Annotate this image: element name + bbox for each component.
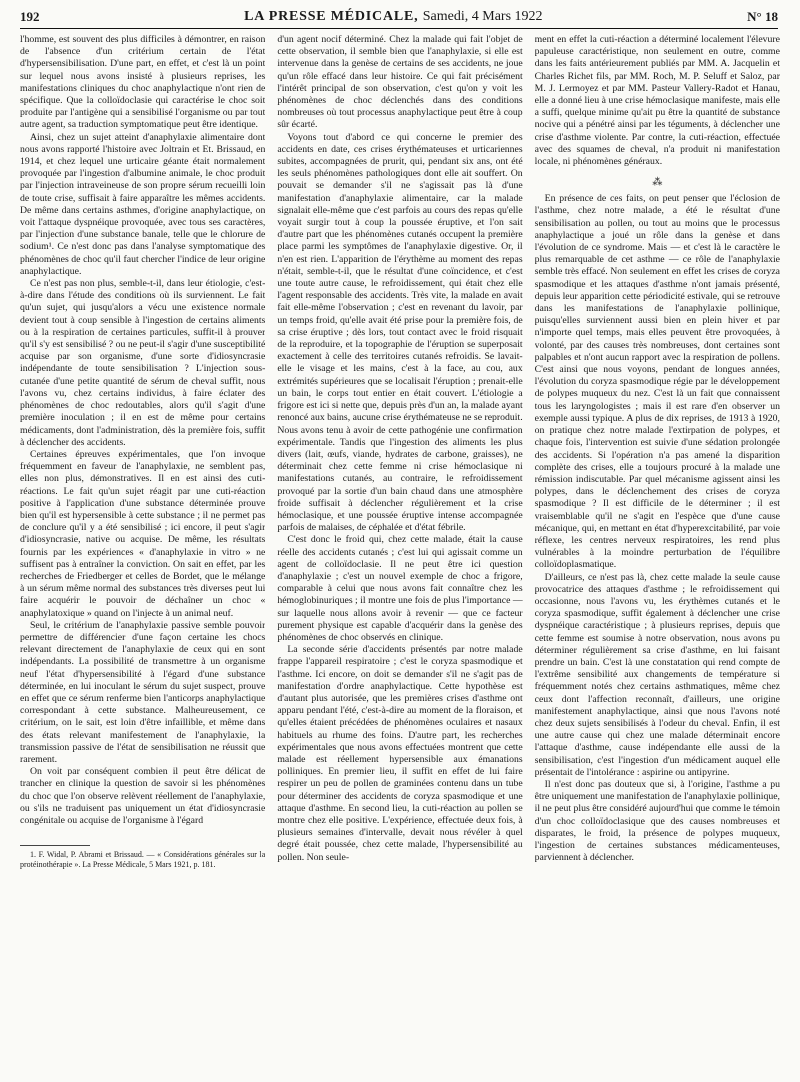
journal-name: LA PRESSE MÉDICALE, <box>244 9 419 24</box>
section-asterism: ⁂ <box>652 177 663 189</box>
page-header <box>20 6 778 29</box>
running-head <box>244 9 542 25</box>
paragraph: Certaines épreuves expérimentales, que l'on invoque fréquemment en faveur de l'anaphylaxie, ne semblent pas, elles non plus, démonstratives. Il en est ainsi des cuti-réactions. Le fait qu'un sujet réagit par une cuti-réaction positive à l'application d'une substance déterminée prouve bien qu'il est hypersensible à cette substance ; il ne permet pas de conclure qu'il y a été sensibilisé ; ici encore, il peut s'agir d'idiosyncrasie, native ou acquise. De même, les résultats fournis par les expériences « d'anaphylaxie in vitro » ne suffisent pas à entraîner la conviction. On sait en effet, par les recherches de Friedberger et celles de Bordet, que le mélange à un sérum même normal des substances très diverses peut lui faire acquérir le pouvoir de déchaîner un choc « anaphylatoxique » quand on l'injecte à un animal neuf. <box>20 448 266 619</box>
paragraph: C'est donc le froid qui, chez cette malade, était la cause réelle des accidents cutanés ; c'est lui qui agissait comme un agent de colloïdoclasie. Il ne peut être ici question d'anaphylaxie ; c'est un nouvel exemple de choc a frigore, comparable à celui que nous avons fait connaître chez les hémoglobinuriques ; il montre une fois de plus l'importance — sur laquelle nous allons avoir à revenir — que ce facteur purement physique est capable d'acquérir dans la genèse des phénomènes de choc observés en clinique. <box>277 534 523 643</box>
paragraph: Voyons tout d'abord ce qui concerne le premier des accidents en date, ces crises érythémateuses et urticariennes subites, accompagnées de prurit, qui, pendant six ans, ont été les seuls phénomènes pathologiques dont elle ait souffert. On pouvait se demander s'il ne s'agissait pas là d'une manifestation d'anaphylaxie alimentaire, car la malade signalait elle-même que c'est parfois au cours des repas qu'elle voyait surgir tout à coup la poussée éruptive, et l'on sait d'autre part que les phénomènes cutanés occupent la première place parmi les symptômes de l'anaphylaxie digestive. Or, il n'en est rien. L'apparition de l'érythème au moment des repas n'était, semble-t-il, que le résultat d'une coïncidence, et c'est une toute autre cause, le refroidissement, qui était chez elle l'agent responsable des accidents. Très vite, la malade en avait fait elle-même l'observation ; c'est en revenant du lavoir, par un temps froid, qu'elle avait été prise pour la première fois, de sa crise éruptive ; dès lors, tout contact avec le froid risquait de la reproduire, et la topographie de l'éruption se superposait exactement à celle des territoires cutanés refroidis. Se lavait-elle le visage et les mains, c'est à la face, au cou, aux extrémités supérieures que se localisait l'éruption ; prenait-elle un bain, le corps tout entier en était couvert. L'étiologie a frigore est ici si nette que, depuis près d'un an, la malade ayant renoncé aux bains, aucune crise érythémateuse ne se reproduit. Nous avons tenu à avoir de cette pathogénie une confirmation expérimentale. Tandis que l'ingestion des aliments les plus divers (lait, œufs, viande, hydrates de carbone, graisses), ne déterminait chez cette femme ni crise hémoclasique ni manifestations cutanés, au contraire, le refroidissement provoqué par la sortie d'un bain chaud dans une atmosphère froide suffisait à déclencher régulièrement et la crise hémoclasique, et une poussée éruptive intense accompagnée parfois de malaises, de céphalée et d'état fébrile. <box>277 131 523 534</box>
paragraph: On voit par conséquent combien il peut être délicat de trancher en clinique la question de savoir si les phénomènes du choc que l'on observe relèvent réellement de l'anaphylaxie, ou s'ils ne traduisent pas uniquement un état d'idiosyncrasie congénitale ou acquise de l'organisme à l'égard <box>20 766 266 826</box>
paragraph: ment en effet la cuti-réaction a déterminé localement l'élevure papuleuse caractéristique, non seulement en outre, comme dans les faits antérieurement publiés par MM. A. Jacquelin et Charles Richet fils, par MM. Roch, M. P. Seluff et Saloz, par M. J. Lermoyez et par MM. Pasteur Vallery-Radot et Hanau, elle a donné lieu à une crise hémoclasique manifeste, mais elle a suffi, quelque minime qu'ait pu être la quantité de substance nocive qui a pénétré ainsi par les téguments, à déclencher une crise d'asthme violente. Par contre, la cuti-réaction, effectuée avec des squames de cheval, n'a produit ni manifestation locale, ni phénomènes généraux. <box>534 34 780 168</box>
paragraph: Ce n'est pas non plus, semble-t-il, dans leur étiologie, c'est-à-dire dans l'étude des conditions où ils surviennent. Le fait qu'un sujet, qui jusqu'alors a vécu une existence normale devient tout à coup sensible à l'ingestion de certains aliments ou à la respiration de certaines particules, suffit-il à prouver qu'il s'y est sensibilisé ? ou ne peut-il s'agir d'une susceptibilité acquise par son organisme, d'une sorte d'idiosyncrasie indépendante de toute sensibilisation ? L'injection sous-cutanée d'une petite quantité de sérum de cheval suffit, nous l'avons vu, chez certains individus, à faire éclater des phénomènes de choc redoutables, alors qu'il s'agit d'une première inoculation ; il en est de même pour certains médicaments, dont l'administration, dès la première fois, suffit à déclencher des accidents. <box>20 278 266 448</box>
footnote-divider <box>20 845 90 846</box>
paragraph: En présence de ces faits, on peut penser que l'éclosion de l'asthme, chez notre malade, a été le résultat d'une sensibilisation au pollen, ou tout au moins que le processus anaphylactique a joué un rôle dans la genèse et dans l'évolution de ce syndrome. Mais — et c'est là le caractère le plus remarquable de cet asthme — ce rôle de l'anaphylaxie semble très effacé. Non seulement en effet les crises de coryza spasmodique et les attaques d'asthme n'ont jamais présenté, depuis leur apparition cette périodicité estivale, qui se retrouve dans les manifestations de l'anaphylaxie pollinique, puisqu'elles surviennent aussi bien en plein hiver et par n'importe quel temps, mais elles peuvent être provoquées, à volonté, par des causes très nombreuses, dont certaines sont palpables et n'ont aucun rapport avec la respiration de pollens. C'est ainsi que nous voyons, pendant de longues années, l'évolution du coryza spasmodique régie par le développement de polypes muqueux du nez. C'est là un fait que connaissent tous les laryngologistes ; mais il est rare d'en observer un exemple aussi typique. A plus de dix reprises, de 1913 à 1920, on pratique chez notre malade l'extirpation de polypes, et chaque fois, l'intervention est suivie d'une sédation prolongée des accidents. Si l'opération n'a pas amené la disparition complète des crises, elle a toujours procuré à la malade une rémission indiscutable. Par quel mécanisme agissent ainsi les polypes, dans le déclenchement des crises de coryza spasmodique ? Il est difficile de le déterminer ; il est vraisemblable qu'il ne s'agit en l'espèce que d'une cause mécanique, qui, en mettant en état d'hyperexcitabilité, par voie réflexe, les centres nerveux respiratoires, les rend plus vulnérables à la moindre perturbation de l'équilibre colloïdoplasmatique. <box>534 193 780 571</box>
issue-number: N° 18 <box>747 9 778 24</box>
column-2 <box>277 34 522 1076</box>
column-1 <box>20 34 265 1076</box>
paragraph: l'homme, est souvent des plus difficiles à démontrer, en raison de l'absence d'un critérium certain de l'état d'hypersensibilisation. D'une part, en effet, et c'est là un point sur lequel nous avons insisté à plusieurs reprises, les manifestations cliniques du choc anaphylactique n'ont rien de spécifique. Que la colloïdoclasie qui caractérise le choc soit produite par l'antigène qui a sensibilisé l'organisme ou par tout autre agent, sa traduction symptomatique peut être identique. <box>20 34 266 131</box>
paragraph: D'ailleurs, ce n'est pas là, chez cette malade la seule cause provocatrice des attaques d'asthme ; le refroidissement qui occasionne, nous l'avons vu, les érythèmes cutanés et le coryza spasmodique, suffit également à déclencher une crise dyspnéique caractéristique ; à plusieurs reprises, depuis que cette femme est soumise à notre observation, nous avons pu déterminer régulièrement sa crise d'asthme, en lui faisant prendre un bain. C'est là une constatation qui rend compte de l'extrême sensibilité aux changements de température si fréquemment notés chez certains asthmatiques, même chez ceux dont l'affection reconnaît, d'ailleurs, une origine manifestement anaphylactique, ainsi que nous l'avons noté chez deux sujets sensibilisés à l'odeur du cheval. Enfin, il est une autre cause qui chez une malade déterminait encore l'attaque d'asthme, cause indépendante elle aussi de la sensibilisation, c'est l'ingestion d'un médicament auquel elle présentait de l'intolérance : aspirine ou antipyrine. <box>534 571 780 778</box>
column-3 <box>535 34 780 1076</box>
paragraph: La seconde série d'accidents présentés par notre malade frappe l'appareil respiratoire ; c'est le coryza spasmodique et l'asthme. Ici encore, on doit se demander s'il ne s'agit pas de manifestation d'ordre anaphylactique. Cette hypothèse est d'autant plus autorisée, que les premières crises d'asthme ont apparu pendant l'été, c'est-à-dire au moment de la floraison, et qu'elles étaient précédées de phénomènes oculaires et nasaux habituels au rhume des foins. D'autre part, les recherches expérimentales que nous avons effectuées montrent que cette malade est réellement hypersensible aux émanations polliniques. En premier lieu, il suffit en effet de lui faire respirer un peu de pollen de graminées contenu dans un tube pour déterminer des accidents de coryza spasmodique et une attaque d'asthme. En second lieu, la cuti-réaction au pollen se montre chez elle positive. L'expérience, effectuée deux fois, à plusieurs semaines d'intervalle, devait nous révéler à quel degré était poussée, chez cette malade, l'hypersensibilité au pollen. Non seule- <box>277 644 523 863</box>
issue-date: Samedi, 4 Mars 1922 <box>422 9 543 24</box>
paragraph: Il n'est donc pas douteux que si, à l'origine, l'asthme a pu être uniquement une manifestation de l'anaphylaxie pollinique, il ne peut plus être considéré aujourd'hui que comme le témoin d'un choc colloïdoclasique que des causes nombreuses et disparates, le froid, la présence de polypes muqueux, l'ingestion de certaines substances médicamenteuses, parviennent à déclencher. <box>534 778 780 864</box>
page-number: 192 <box>20 9 40 24</box>
article-body <box>20 34 780 1076</box>
paragraph: Ainsi, chez un sujet atteint d'anaphylaxie alimentaire dont nous avons rapporté l'histoire avec Joltrain et Et. Brissaud, en 1914, et chez lequel une urticaire géante était normalement provoquée par l'ingestion d'albumine animale, le choc produit par l'injection intraveineuse de son propre sérum recueilli loin de toute crise, suffisait à faire apparaître les mêmes accidents. De même dans certains asthmes, d'origine anaphylactique, on voit l'attaque dyspnéique provoquée, avec tous ses caractères, par l'injection d'une substance banale, telle que le chlorure de sodium¹. Ce n'est donc pas dans l'analyse symptomatique des phénomènes de choc qu'il faut chercher l'indice de leur origine anaphylactique. <box>20 131 266 277</box>
footnote: 1. F. Widal, P. Abrami et Brissaud. — « Considérations générales sur la protéinothérapie ». La Presse Médicale, 5 Mars 1921, p. 181. <box>20 850 266 869</box>
paragraph: d'un agent nocif déterminé. Chez la malade qui fait l'objet de cette observation, il semble bien que l'anaphylaxie, si elle est intervenue dans la genèse de certains de ses accidents, ne joue qu'un rôle effacé dans leur histoire. Ce qui fait précisément l'intérêt principal de son observation, c'est qu'on y voit les phénomènes de choc déclenchés dans des conditions nombreuses où tout processus anaphylactique peut être à coup sûr écarté. <box>277 34 523 131</box>
paragraph: Seul, le critérium de l'anaphylaxie passive semble pouvoir permettre de différencier d'une façon certaine les chocs relevant directement de l'anaphylaxie de ceux qui en sont indépendants. La possibilité de transmettre à un organisme neuf l'état d'hypersensibilité à l'égard d'une substance déterminée, en lui inoculant le sérum du sujet suspect, prouve en effet que ce sérum renferme bien l'anticorps anaphylactique correspondant à cette substance. Malheureusement, ce critérium, on le sait, est loin d'être infaillible, et même dans des états relevant manifestement de l'anaphylaxie, la transmission passive de l'état de sensibilisation ne réussit que rarement. <box>20 619 266 765</box>
